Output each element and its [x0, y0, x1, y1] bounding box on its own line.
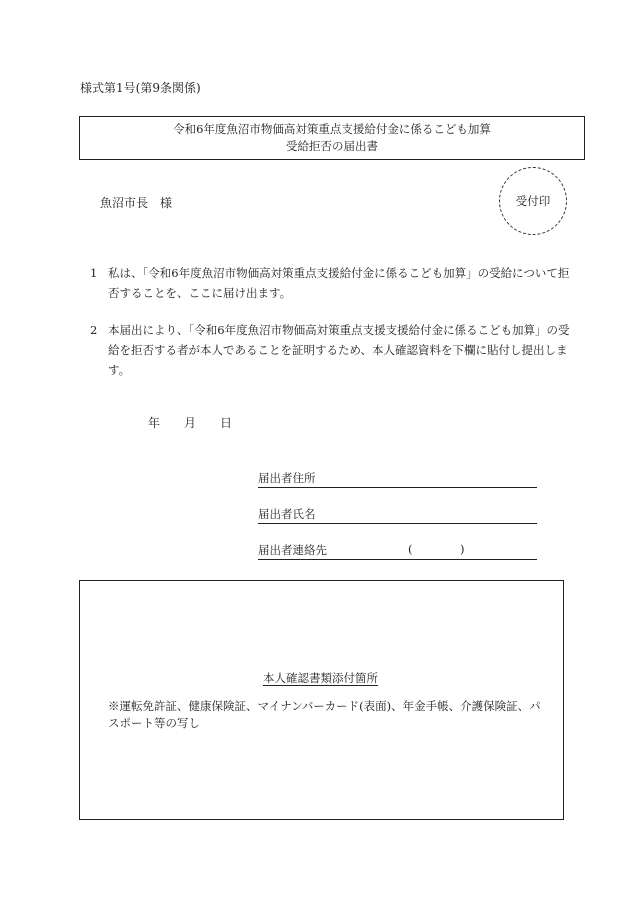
form-number: 様式第1号(第9条関係) [80, 81, 201, 95]
reception-stamp-label: 受付印 [515, 194, 551, 208]
applicant-address-field[interactable] [258, 470, 537, 488]
applicant-contact-field[interactable] [258, 542, 537, 560]
applicant-contact-label: 届出者連絡先 [258, 543, 327, 557]
document-title-line-2: 受給拒否の届出書 [286, 139, 378, 153]
statement-item-number: 1 [90, 266, 98, 280]
applicant-name-field[interactable] [258, 506, 537, 524]
date-day-label: 日 [220, 416, 233, 430]
statement-item-2 [90, 320, 570, 380]
statement-item-text: 本届出により、「令和6年度魚沼市物価高対策重点支援支援給付金に係るこども加算」の受給を拒否する者が本人であることを証明するため、本人確認資料を下欄に貼付し提出します。 [108, 323, 570, 377]
addressee: 魚沼市長 様 [100, 196, 173, 210]
applicant-address-label: 届出者住所 [258, 471, 316, 485]
statement-item-1 [90, 263, 570, 303]
attachment-area-note: ※運転免許証、健康保険証、マイナンバーカード(表面)、年金手帳、介護保険証、パスポート等の写し [108, 699, 541, 730]
document-title-line-1: 令和6年度魚沼市物価高対策重点支援給付金に係るこども加算 [173, 122, 491, 136]
contact-paren-open: ( [408, 542, 413, 556]
statement-item-text: 私は、「令和6年度魚沼市物価高対策重点支援給付金に係るこども加算」の受給について拒否することを、ここに届け出ます。 [108, 266, 570, 300]
attachment-area-title: 本人確認書類添付箇所 [263, 671, 378, 685]
document-title-box [79, 116, 585, 160]
contact-paren-close: ) [460, 542, 465, 556]
applicant-name-label: 届出者氏名 [258, 507, 316, 521]
reception-stamp-area [499, 167, 567, 235]
date-year-label: 年 [148, 416, 161, 430]
date-month-label: 月 [184, 416, 197, 430]
statement-item-number: 2 [90, 323, 98, 337]
